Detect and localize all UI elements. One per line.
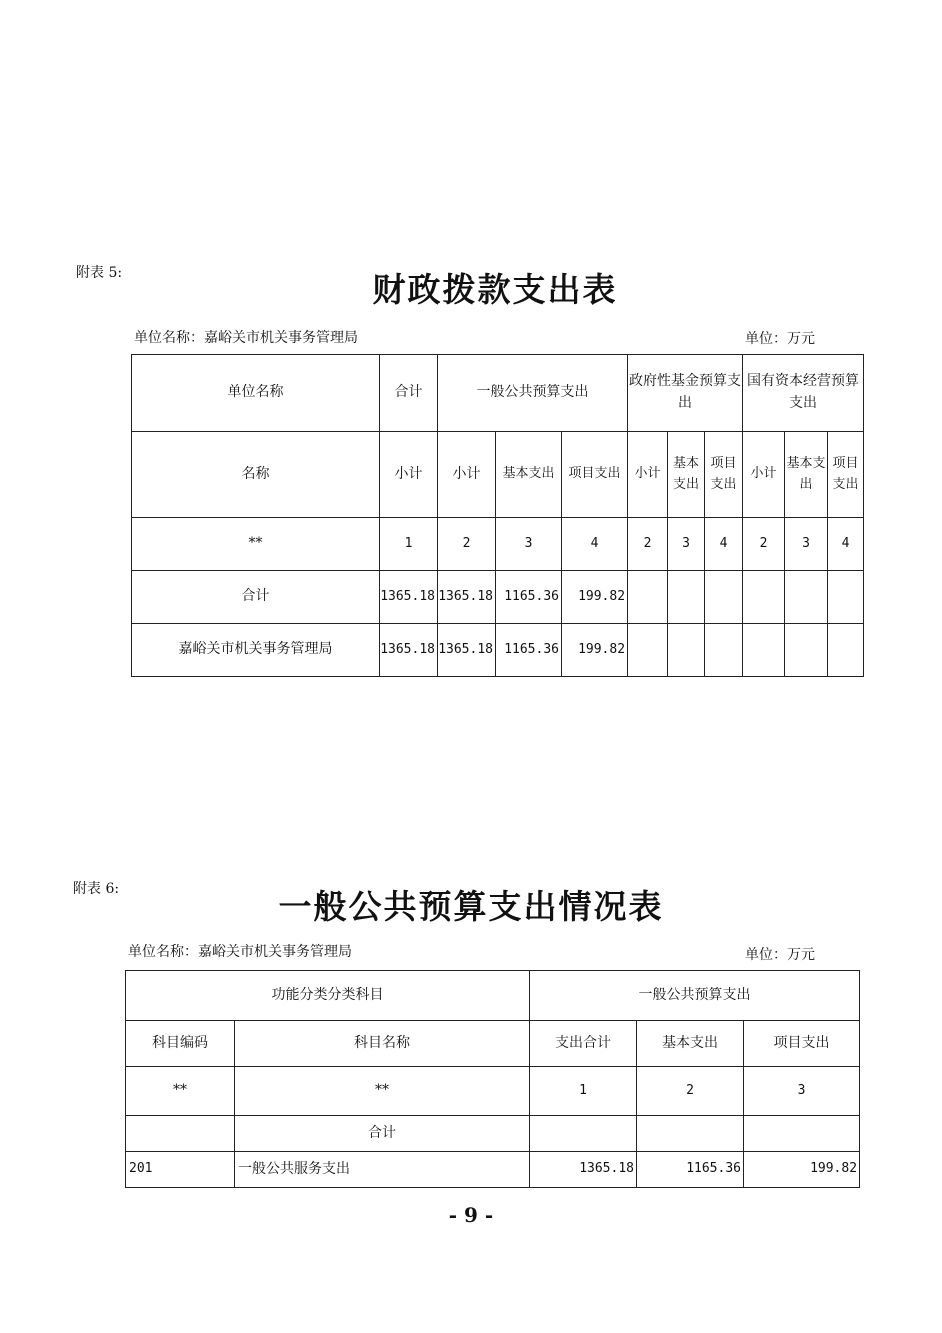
t5-sub-subtotal-state: 小计 [743,432,785,518]
t5-row-empty [628,624,668,677]
t5-row-empty [785,624,828,677]
t5-row-empty [668,571,705,624]
t5-index-cell: 3 [496,518,562,571]
t6-head-code: 科目编码 [126,1021,235,1067]
t6-index-cell: 2 [637,1067,744,1116]
table6-unit: 单位：万元 [745,947,815,963]
t5-row-empty [628,571,668,624]
t5-head-unit-name: 单位名称 [132,355,380,432]
t6-row-name: 合计 [235,1116,530,1152]
t5-row-empty [743,571,785,624]
t5-row-empty [785,571,828,624]
table-row [126,1152,860,1188]
t5-sub-project-state: 项目支出 [828,432,864,518]
t5-index-cell: 2 [438,518,496,571]
t5-row-subtotal: 1365.18 [438,571,496,624]
t5-row-empty [828,624,864,677]
t5-sub-subtotal-total: 小计 [380,432,438,518]
table-row [126,1116,860,1152]
t5-index-cell: 4 [562,518,628,571]
t5-row-total: 1365.18 [380,571,438,624]
t5-index-cell: 4 [828,518,864,571]
t5-row-empty [705,624,743,677]
t5-index-cell: 1 [380,518,438,571]
t5-row-total: 1365.18 [380,624,438,677]
page-number: - 9 - [448,1203,494,1227]
t6-head-basic: 基本支出 [637,1021,744,1067]
t6-index-cell: ** [235,1067,530,1116]
t6-index-cell: 3 [744,1067,860,1116]
table6-title: 一般公共预算支出情况表 [278,887,664,926]
t5-index-cell: 2 [743,518,785,571]
t5-row-name: 合计 [132,571,380,624]
t5-row-empty [743,624,785,677]
t6-index-cell: ** [126,1067,235,1116]
t6-index-cell: 1 [530,1067,637,1116]
table5-unit: 单位：万元 [745,331,815,347]
table-row [132,624,864,677]
t5-row-basic: 1165.36 [496,624,562,677]
t6-row-code: 201 [126,1152,235,1188]
t5-sub-project: 项目支出 [562,432,628,518]
t5-row-project: 199.82 [562,571,628,624]
t5-row-basic: 1165.36 [496,571,562,624]
t5-sub-basic-state: 基本支出 [785,432,828,518]
t6-head-general: 一般公共预算支出 [530,971,860,1021]
table5-title: 财政拨款支出表 [372,270,618,309]
t5-index-cell: 2 [628,518,668,571]
t6-head-total: 支出合计 [530,1021,637,1067]
t5-row-subtotal: 1365.18 [438,624,496,677]
t5-row-empty [705,571,743,624]
table5-unit-name: 单位名称：嘉峪关市机关事务管理局 [134,330,358,346]
t6-head-project: 项目支出 [744,1021,860,1067]
t5-sub-name: 名称 [132,432,380,518]
t6-head-name: 科目名称 [235,1021,530,1067]
t6-row-project [744,1116,860,1152]
t5-head-total: 合计 [380,355,438,432]
t5-head-general: 一般公共预算支出 [438,355,628,432]
table6-tag: 附表 6: [73,881,120,897]
t5-sub-subtotal-gov: 小计 [628,432,668,518]
t5-index-cell: 3 [785,518,828,571]
table6 [125,970,860,1188]
t6-row-basic: 1165.36 [637,1152,744,1188]
t5-index-cell: 3 [668,518,705,571]
t5-head-gov-fund: 政府性基金预算支出 [628,355,743,432]
t5-sub-project-gov: 项目支出 [705,432,743,518]
t5-sub-basic: 基本支出 [496,432,562,518]
t6-row-total [530,1116,637,1152]
t6-head-func-class: 功能分类分类科目 [126,971,530,1021]
t5-row-name: 嘉峪关市机关事务管理局 [132,624,380,677]
t5-sub-subtotal-general: 小计 [438,432,496,518]
t6-row-total: 1365.18 [530,1152,637,1188]
t6-row-name: 一般公共服务支出 [235,1152,530,1188]
t5-row-empty [828,571,864,624]
t5-row-project: 199.82 [562,624,628,677]
table5-tag: 附表 5: [76,265,123,281]
t6-row-project: 199.82 [744,1152,860,1188]
t6-row-basic [637,1116,744,1152]
table-row [132,571,864,624]
table6-unit-name: 单位名称：嘉峪关市机关事务管理局 [128,944,352,960]
t5-head-state-capital: 国有资本经营预算支出 [743,355,864,432]
t6-row-code [126,1116,235,1152]
t5-row-empty [668,624,705,677]
t5-index-cell: 4 [705,518,743,571]
t5-index-cell: ** [132,518,380,571]
t5-sub-basic-gov: 基本支出 [668,432,705,518]
table5 [131,354,864,677]
